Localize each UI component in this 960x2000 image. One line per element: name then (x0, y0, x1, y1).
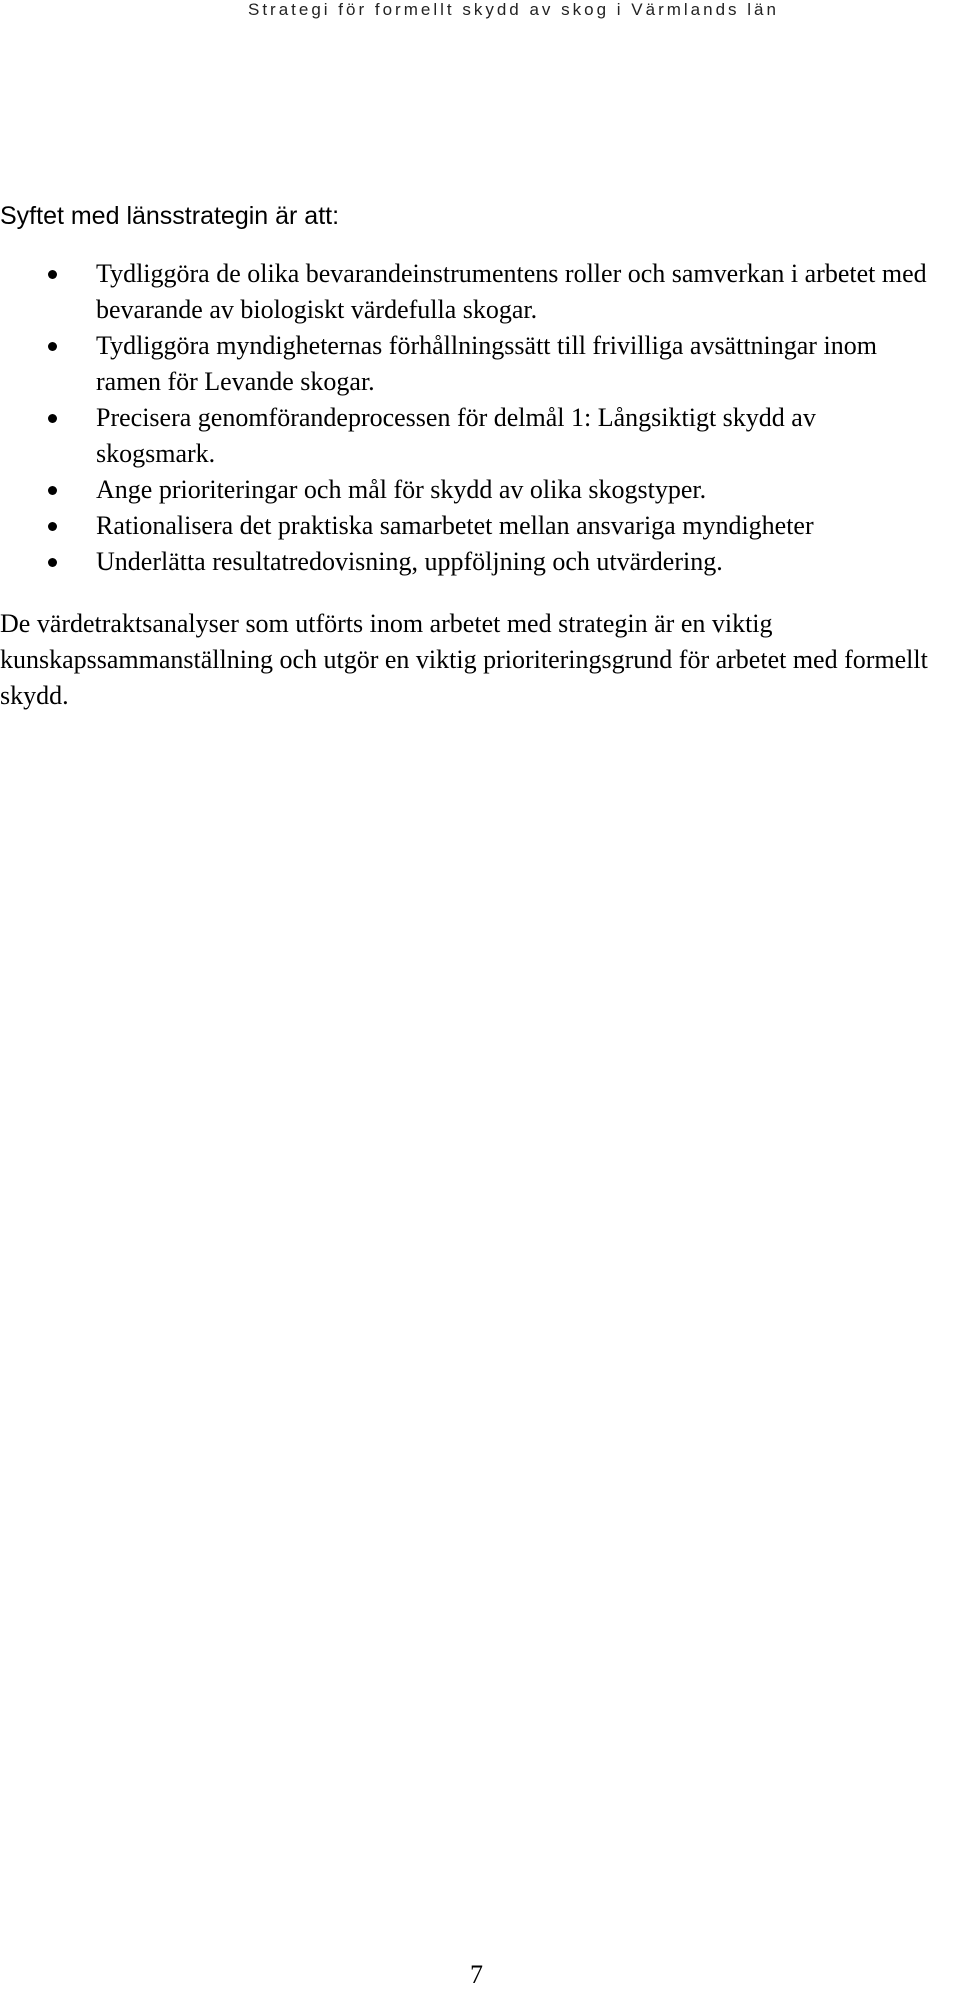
body-paragraph: De värdetraktsanalyser som utförts inom arbetet med strategin är en viktig kunskapssammanställning och utgör en viktig prioriteringsgrund för arbetet med formellt skydd. (0, 609, 928, 710)
running-header: Strategi för formellt skydd av skog i Värmlands län (248, 0, 779, 19)
list-item: Rationalisera det praktiska samarbetet mellan ansvariga myndigheter (0, 508, 930, 544)
intro-text: Syftet med länsstrategin är att: (0, 202, 340, 230)
list-item: Underlätta resultatredovisning, uppföljning och utvärdering. (0, 544, 930, 580)
bullet-list (0, 256, 930, 580)
list-item: Precisera genomförandeprocessen för delmål 1: Långsiktigt skydd av skogsmark. (0, 400, 930, 472)
page-number: 7 (470, 1960, 483, 1989)
list-item: Ange prioriteringar och mål för skydd av olika skogstyper. (0, 472, 930, 508)
list-item: Tydliggöra de olika bevarandeinstrumentens roller och samverkan i arbetet med bevarande av biologiskt värdefulla skogar. (0, 256, 930, 328)
list-item: Tydliggöra myndigheternas förhållningssätt till frivilliga avsättningar inom ramen för Levande skogar. (0, 328, 930, 400)
document-body (0, 198, 930, 714)
